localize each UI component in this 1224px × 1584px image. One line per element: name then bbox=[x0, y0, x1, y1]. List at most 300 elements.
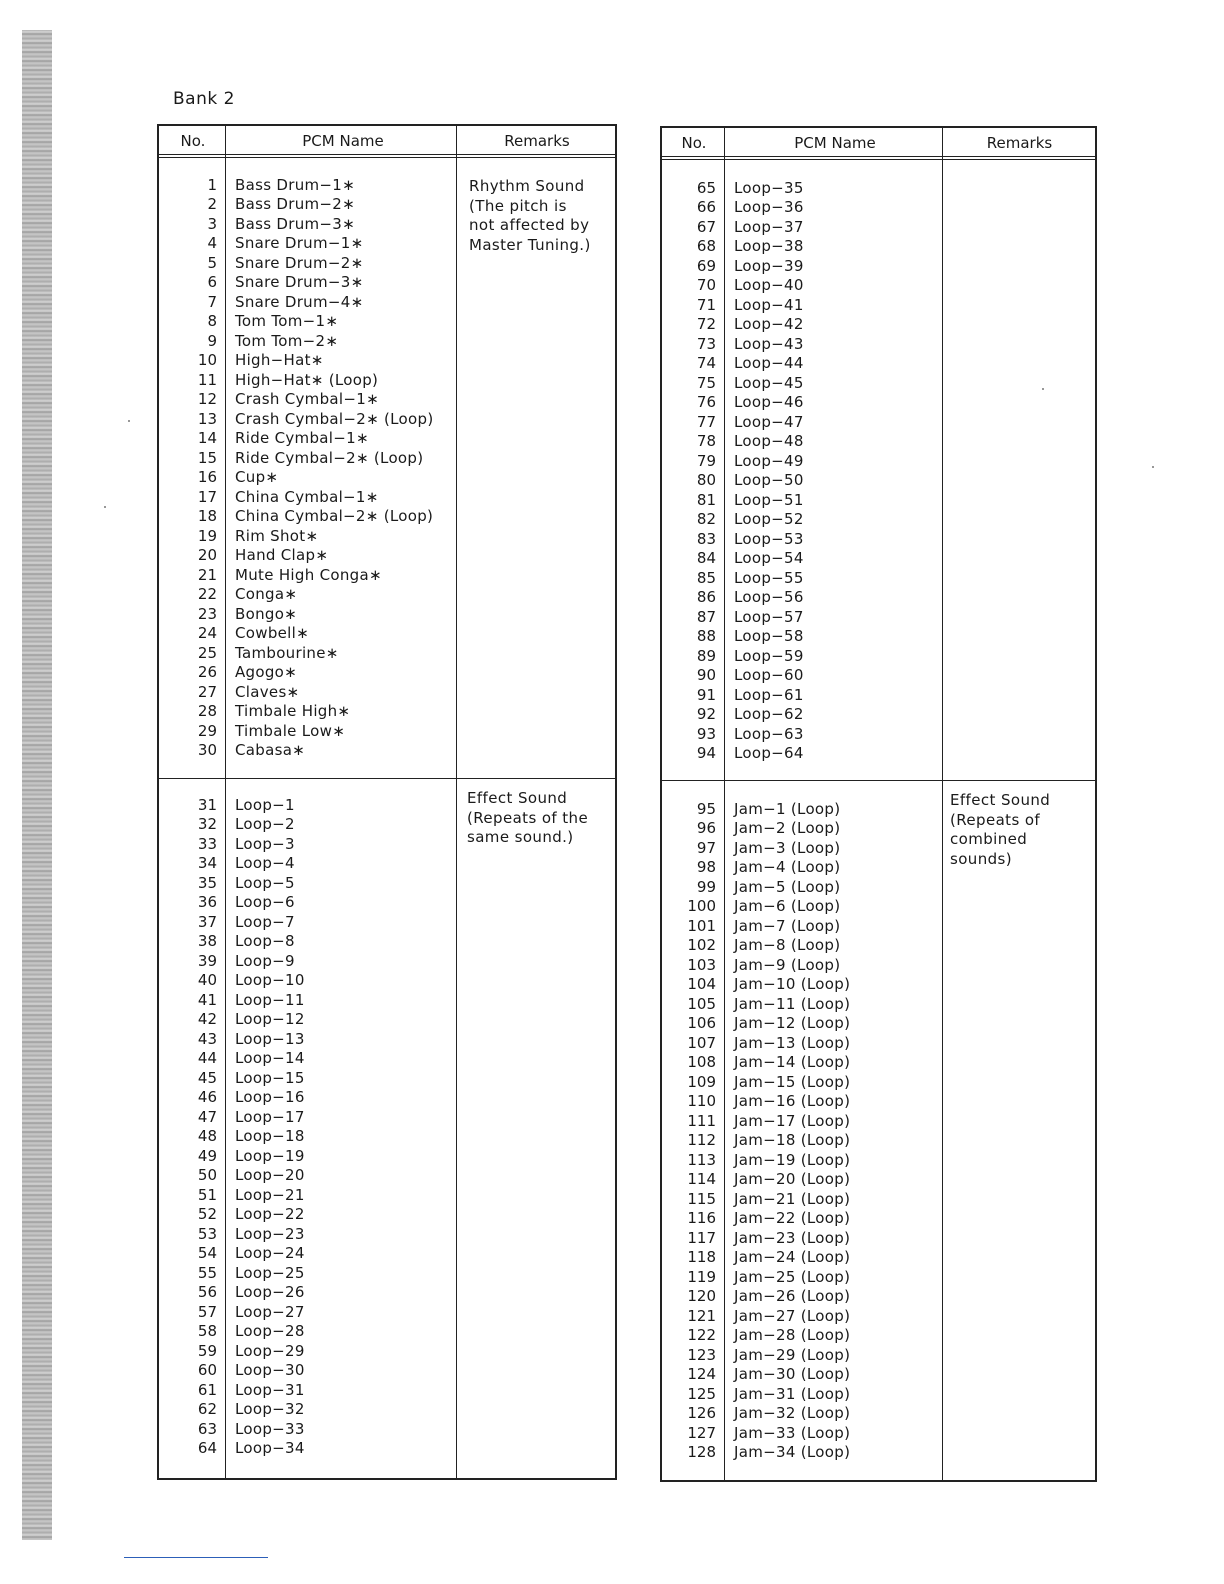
rows-section-1 bbox=[662, 178, 1095, 763]
pcm-name: Loop−1 bbox=[235, 795, 295, 814]
pcm-name: Loop−7 bbox=[235, 912, 295, 931]
rows-section-2 bbox=[662, 799, 1095, 1462]
table-row bbox=[662, 237, 1095, 257]
row-number: 69 bbox=[696, 256, 716, 275]
row-number: 46 bbox=[197, 1088, 217, 1107]
table-row bbox=[662, 607, 1095, 627]
table-row bbox=[662, 1111, 1095, 1131]
row-number: 54 bbox=[197, 1244, 217, 1263]
pcm-name: Jam−31 (Loop) bbox=[734, 1384, 851, 1403]
row-number: 106 bbox=[687, 1014, 716, 1033]
row-number: 4 bbox=[207, 234, 217, 253]
pcm-name: Jam−28 (Loop) bbox=[734, 1326, 851, 1345]
row-number: 100 bbox=[687, 897, 716, 916]
table-row bbox=[662, 705, 1095, 725]
pcm-name: Jam−27 (Loop) bbox=[734, 1306, 851, 1325]
row-number: 2 bbox=[207, 195, 217, 214]
row-number: 74 bbox=[696, 354, 716, 373]
row-number: 80 bbox=[696, 471, 716, 490]
row-number: 119 bbox=[687, 1267, 716, 1286]
table-row bbox=[159, 854, 615, 874]
pcm-name: Loop−60 bbox=[734, 666, 804, 685]
table-row bbox=[662, 1189, 1095, 1209]
pcm-name: Loop−36 bbox=[734, 198, 804, 217]
pcm-name: Jam−23 (Loop) bbox=[734, 1228, 851, 1247]
table-row bbox=[662, 1072, 1095, 1092]
table-row bbox=[159, 1068, 615, 1088]
pcm-name: Jam−26 (Loop) bbox=[734, 1287, 851, 1306]
row-number: 88 bbox=[696, 627, 716, 646]
pcm-name: Loop−50 bbox=[734, 471, 804, 490]
row-number: 30 bbox=[197, 741, 217, 760]
row-number: 64 bbox=[197, 1439, 217, 1458]
pcm-name: Loop−53 bbox=[734, 529, 804, 548]
table-row bbox=[159, 932, 615, 952]
row-number: 76 bbox=[696, 393, 716, 412]
row-number: 85 bbox=[696, 568, 716, 587]
pcm-name: Jam−8 (Loop) bbox=[734, 936, 841, 955]
header-pcm-name: PCM Name bbox=[794, 134, 876, 152]
table-row bbox=[159, 292, 615, 312]
table-row bbox=[159, 331, 615, 351]
row-number: 6 bbox=[207, 273, 217, 292]
row-number: 21 bbox=[197, 565, 217, 584]
speck bbox=[128, 420, 130, 422]
table-row bbox=[159, 643, 615, 663]
pcm-name: Loop−54 bbox=[734, 549, 804, 568]
table-row bbox=[662, 1248, 1095, 1268]
pcm-name: Timbale Low∗ bbox=[235, 721, 346, 740]
row-number: 29 bbox=[197, 721, 217, 740]
pcm-name: Loop−58 bbox=[734, 627, 804, 646]
pcm-name: Jam−29 (Loop) bbox=[734, 1345, 851, 1364]
pcm-table-left bbox=[157, 124, 617, 1480]
table-row bbox=[662, 1306, 1095, 1326]
pcm-name: Loop−24 bbox=[235, 1244, 305, 1263]
table-row bbox=[662, 393, 1095, 413]
pcm-name: Loop−19 bbox=[235, 1146, 305, 1165]
remark-line: (Repeats of bbox=[950, 810, 1041, 829]
row-number: 86 bbox=[696, 588, 716, 607]
row-number: 81 bbox=[696, 490, 716, 509]
table-row bbox=[159, 971, 615, 991]
row-number: 14 bbox=[197, 429, 217, 448]
row-number: 82 bbox=[696, 510, 716, 529]
table-row bbox=[662, 916, 1095, 936]
row-number: 22 bbox=[197, 585, 217, 604]
table-row bbox=[159, 253, 615, 273]
header-no: No. bbox=[681, 134, 707, 152]
table-row bbox=[662, 529, 1095, 549]
table-row bbox=[159, 1244, 615, 1264]
pcm-name: Tom Tom−2∗ bbox=[235, 331, 339, 350]
remarks-section-1 bbox=[469, 177, 591, 255]
row-number: 24 bbox=[197, 624, 217, 643]
table-row bbox=[159, 741, 615, 761]
row-number: 79 bbox=[696, 451, 716, 470]
table-row bbox=[159, 546, 615, 566]
row-number: 43 bbox=[197, 1029, 217, 1048]
table-row bbox=[159, 1419, 615, 1439]
table-row bbox=[159, 1185, 615, 1205]
pcm-name: Tambourine∗ bbox=[235, 643, 339, 662]
pcm-name: Loop−10 bbox=[235, 971, 305, 990]
pcm-name: Loop−9 bbox=[235, 951, 295, 970]
pcm-name: Jam−7 (Loop) bbox=[734, 916, 841, 935]
row-number: 84 bbox=[696, 549, 716, 568]
header-remarks: Remarks bbox=[986, 134, 1053, 152]
table-row bbox=[662, 1365, 1095, 1385]
table-row bbox=[662, 588, 1095, 608]
row-number: 89 bbox=[696, 646, 716, 665]
table-row bbox=[662, 1267, 1095, 1287]
pcm-name: Bass Drum−2∗ bbox=[235, 195, 355, 214]
table-row bbox=[662, 994, 1095, 1014]
table-header bbox=[662, 128, 1095, 160]
row-number: 70 bbox=[696, 276, 716, 295]
scan-edge-artifact bbox=[22, 30, 52, 1540]
remark-line: Rhythm Sound bbox=[469, 177, 585, 195]
row-number: 63 bbox=[197, 1419, 217, 1438]
pcm-name: Agogo∗ bbox=[235, 663, 298, 682]
row-number: 75 bbox=[696, 373, 716, 392]
rows-section-2 bbox=[159, 795, 615, 1458]
row-number: 32 bbox=[197, 815, 217, 834]
pcm-name: Loop−22 bbox=[235, 1205, 305, 1224]
pcm-name: Loop−41 bbox=[734, 295, 804, 314]
row-number: 87 bbox=[696, 607, 716, 626]
table-row bbox=[662, 975, 1095, 995]
pcm-name: Cabasa∗ bbox=[235, 741, 306, 760]
pcm-name: Jam−2 (Loop) bbox=[734, 819, 841, 838]
remark-line: same sound.) bbox=[467, 828, 574, 846]
table-row bbox=[159, 429, 615, 449]
table-row bbox=[662, 198, 1095, 218]
pcm-name: Crash Cymbal−2∗ (Loop) bbox=[235, 409, 434, 428]
table-row bbox=[159, 1302, 615, 1322]
pcm-name: Loop−28 bbox=[235, 1322, 305, 1341]
row-number: 115 bbox=[687, 1189, 716, 1208]
table-row bbox=[159, 273, 615, 293]
table-row bbox=[159, 873, 615, 893]
table-row bbox=[662, 1131, 1095, 1151]
table-row bbox=[159, 1127, 615, 1147]
table-row bbox=[159, 1341, 615, 1361]
row-number: 72 bbox=[696, 315, 716, 334]
table-row bbox=[662, 744, 1095, 764]
pcm-name: Jam−12 (Loop) bbox=[734, 1014, 851, 1033]
table-row bbox=[662, 451, 1095, 471]
row-number: 48 bbox=[197, 1127, 217, 1146]
row-number: 118 bbox=[687, 1248, 716, 1267]
row-number: 9 bbox=[207, 331, 217, 350]
row-number: 68 bbox=[696, 237, 716, 256]
table-row bbox=[159, 1400, 615, 1420]
table-row bbox=[159, 1146, 615, 1166]
pcm-name: Jam−5 (Loop) bbox=[734, 877, 841, 896]
row-number: 53 bbox=[197, 1224, 217, 1243]
remarks-section-2 bbox=[950, 791, 1050, 869]
row-number: 109 bbox=[687, 1072, 716, 1091]
table-row bbox=[662, 568, 1095, 588]
pcm-name: Loop−27 bbox=[235, 1302, 305, 1321]
table-row bbox=[159, 565, 615, 585]
table-row bbox=[662, 471, 1095, 491]
row-number: 15 bbox=[197, 448, 217, 467]
pcm-name: Claves∗ bbox=[235, 682, 300, 701]
row-number: 10 bbox=[197, 351, 217, 370]
pcm-name: Loop−12 bbox=[235, 1010, 305, 1029]
table-row bbox=[159, 702, 615, 722]
pcm-name: Jam−14 (Loop) bbox=[734, 1053, 851, 1072]
row-number: 61 bbox=[197, 1380, 217, 1399]
row-number: 35 bbox=[197, 873, 217, 892]
table-row bbox=[662, 354, 1095, 374]
row-number: 31 bbox=[197, 795, 217, 814]
header-remarks: Remarks bbox=[504, 132, 570, 150]
table-header bbox=[159, 126, 615, 158]
remark-line: sounds) bbox=[950, 849, 1012, 868]
table-row bbox=[662, 1384, 1095, 1404]
row-number: 40 bbox=[197, 971, 217, 990]
pcm-name: Loop−11 bbox=[235, 990, 305, 1009]
pcm-name: Mute High Conga∗ bbox=[235, 565, 382, 584]
row-number: 120 bbox=[687, 1287, 716, 1306]
row-number: 112 bbox=[687, 1131, 716, 1150]
pcm-name: Loop−26 bbox=[235, 1283, 305, 1302]
table-row bbox=[662, 685, 1095, 705]
row-number: 17 bbox=[197, 487, 217, 506]
row-number: 52 bbox=[197, 1205, 217, 1224]
table-row bbox=[159, 585, 615, 605]
row-number: 1 bbox=[207, 175, 217, 194]
pcm-name: Bass Drum−1∗ bbox=[235, 175, 355, 194]
pcm-name: Snare Drum−4∗ bbox=[235, 292, 364, 311]
pcm-name: Loop−20 bbox=[235, 1166, 305, 1185]
remark-line: Effect Sound bbox=[467, 789, 568, 807]
table-row bbox=[159, 1107, 615, 1127]
table-row bbox=[159, 312, 615, 332]
pcm-name: Loop−39 bbox=[734, 256, 804, 275]
pcm-name: Jam−3 (Loop) bbox=[734, 838, 841, 857]
pcm-name: Loop−47 bbox=[734, 412, 804, 431]
row-number: 50 bbox=[197, 1166, 217, 1185]
pcm-name: Loop−64 bbox=[734, 744, 804, 763]
row-number: 33 bbox=[197, 834, 217, 853]
table-row bbox=[662, 936, 1095, 956]
pcm-name: Jam−33 (Loop) bbox=[734, 1423, 851, 1442]
pcm-name: Loop−44 bbox=[734, 354, 804, 373]
pcm-name: Loop−49 bbox=[734, 451, 804, 470]
pcm-name: Loop−29 bbox=[235, 1341, 305, 1360]
row-number: 66 bbox=[696, 198, 716, 217]
pcm-name: Rim Shot∗ bbox=[235, 526, 319, 545]
table-row bbox=[662, 549, 1095, 569]
speck bbox=[104, 506, 106, 508]
pcm-name: Snare Drum−2∗ bbox=[235, 253, 364, 272]
table-row bbox=[159, 912, 615, 932]
row-number: 47 bbox=[197, 1107, 217, 1126]
row-number: 83 bbox=[696, 529, 716, 548]
table-row bbox=[159, 487, 615, 507]
pcm-name: China Cymbal−2∗ (Loop) bbox=[235, 507, 434, 526]
table-row bbox=[159, 663, 615, 683]
table-row bbox=[662, 955, 1095, 975]
pcm-name: Loop−46 bbox=[734, 393, 804, 412]
row-number: 8 bbox=[207, 312, 217, 331]
row-number: 36 bbox=[197, 893, 217, 912]
row-number: 5 bbox=[207, 253, 217, 272]
pcm-name: Jam−34 (Loop) bbox=[734, 1443, 851, 1462]
remarks-section-2 bbox=[467, 789, 588, 848]
table-row bbox=[662, 1326, 1095, 1346]
table-row bbox=[662, 373, 1095, 393]
table-row bbox=[159, 1205, 615, 1225]
pcm-name: Loop−45 bbox=[734, 373, 804, 392]
row-number: 110 bbox=[687, 1092, 716, 1111]
table-row bbox=[159, 1088, 615, 1108]
row-number: 111 bbox=[687, 1111, 716, 1130]
pcm-name: Jam−10 (Loop) bbox=[734, 975, 851, 994]
pcm-name: Timbale High∗ bbox=[235, 702, 351, 721]
pcm-name: Cup∗ bbox=[235, 468, 279, 487]
pcm-name: High−Hat∗ bbox=[235, 351, 324, 370]
row-number: 124 bbox=[687, 1365, 716, 1384]
section-divider bbox=[159, 778, 615, 779]
table-row bbox=[159, 1439, 615, 1459]
table-row bbox=[159, 893, 615, 913]
table-row bbox=[662, 724, 1095, 744]
table-row bbox=[662, 1092, 1095, 1112]
table-row bbox=[159, 1029, 615, 1049]
row-number: 28 bbox=[197, 702, 217, 721]
table-row bbox=[662, 897, 1095, 917]
row-number: 113 bbox=[687, 1150, 716, 1169]
table-row bbox=[159, 1322, 615, 1342]
pcm-name: Jam−21 (Loop) bbox=[734, 1189, 851, 1208]
row-number: 41 bbox=[197, 990, 217, 1009]
pcm-name: Loop−5 bbox=[235, 873, 295, 892]
row-number: 44 bbox=[197, 1049, 217, 1068]
table-row bbox=[662, 178, 1095, 198]
row-number: 3 bbox=[207, 214, 217, 233]
table-row bbox=[662, 432, 1095, 452]
header-pcm-name: PCM Name bbox=[302, 132, 384, 150]
row-number: 99 bbox=[696, 877, 716, 896]
pcm-name: Jam−32 (Loop) bbox=[734, 1404, 851, 1423]
pcm-name: Loop−21 bbox=[235, 1185, 305, 1204]
row-number: 116 bbox=[687, 1209, 716, 1228]
row-number: 42 bbox=[197, 1010, 217, 1029]
table-row bbox=[662, 490, 1095, 510]
speck bbox=[1152, 466, 1154, 468]
pcm-name: Jam−9 (Loop) bbox=[734, 955, 841, 974]
row-number: 13 bbox=[197, 409, 217, 428]
row-number: 104 bbox=[687, 975, 716, 994]
rows-section-1 bbox=[159, 175, 615, 760]
row-number: 105 bbox=[687, 994, 716, 1013]
pcm-name: Snare Drum−1∗ bbox=[235, 234, 364, 253]
pcm-name: Jam−13 (Loop) bbox=[734, 1033, 851, 1052]
row-number: 114 bbox=[687, 1170, 716, 1189]
table-row bbox=[662, 1014, 1095, 1034]
pcm-table-right bbox=[660, 126, 1097, 1482]
table-row bbox=[159, 990, 615, 1010]
pcm-name: Snare Drum−3∗ bbox=[235, 273, 364, 292]
pcm-name: Loop−33 bbox=[235, 1419, 305, 1438]
row-number: 7 bbox=[207, 292, 217, 311]
pcm-name: Loop−30 bbox=[235, 1361, 305, 1380]
row-number: 96 bbox=[696, 819, 716, 838]
table-row bbox=[159, 1283, 615, 1303]
pcm-name: Loop−62 bbox=[734, 705, 804, 724]
pcm-name: Jam−18 (Loop) bbox=[734, 1131, 851, 1150]
table-row bbox=[662, 295, 1095, 315]
table-row bbox=[662, 1209, 1095, 1229]
table-row bbox=[159, 682, 615, 702]
table-row bbox=[662, 334, 1095, 354]
pcm-name: Loop−25 bbox=[235, 1263, 305, 1282]
table-row bbox=[159, 1166, 615, 1186]
pcm-name: Loop−17 bbox=[235, 1107, 305, 1126]
table-row bbox=[662, 1170, 1095, 1190]
pcm-name: Loop−15 bbox=[235, 1068, 305, 1087]
pcm-name: Loop−43 bbox=[734, 334, 804, 353]
table-row bbox=[159, 351, 615, 371]
row-number: 11 bbox=[197, 370, 217, 389]
table-row bbox=[662, 1150, 1095, 1170]
remark-line: Effect Sound bbox=[950, 791, 1051, 809]
table-row bbox=[662, 1404, 1095, 1424]
pcm-name: Jam−25 (Loop) bbox=[734, 1267, 851, 1286]
row-number: 92 bbox=[696, 705, 716, 724]
pcm-name: Jam−22 (Loop) bbox=[734, 1209, 851, 1228]
pcm-name: Loop−6 bbox=[235, 893, 295, 912]
table-row bbox=[159, 951, 615, 971]
pcm-name: Loop−52 bbox=[734, 510, 804, 529]
bank-title: Bank 2 bbox=[173, 89, 235, 109]
row-number: 25 bbox=[197, 643, 217, 662]
table-row bbox=[159, 1263, 615, 1283]
table-row bbox=[662, 666, 1095, 686]
pcm-name: China Cymbal−1∗ bbox=[235, 487, 379, 506]
pcm-name: Loop−13 bbox=[235, 1029, 305, 1048]
pcm-name: Loop−40 bbox=[734, 276, 804, 295]
row-number: 93 bbox=[696, 724, 716, 743]
table-row bbox=[159, 507, 615, 527]
row-number: 65 bbox=[696, 178, 716, 197]
table-row bbox=[662, 1228, 1095, 1248]
row-number: 55 bbox=[197, 1263, 217, 1282]
table-row bbox=[662, 315, 1095, 335]
pcm-name: Jam−24 (Loop) bbox=[734, 1248, 851, 1267]
table-row bbox=[662, 1287, 1095, 1307]
table-row bbox=[662, 627, 1095, 647]
row-number: 26 bbox=[197, 663, 217, 682]
table-row bbox=[662, 877, 1095, 897]
pcm-name: Loop−37 bbox=[734, 217, 804, 236]
row-number: 58 bbox=[197, 1322, 217, 1341]
pcm-name: Loop−42 bbox=[734, 315, 804, 334]
remark-line: (Repeats of the bbox=[467, 808, 589, 827]
row-number: 126 bbox=[687, 1404, 716, 1423]
table-row bbox=[159, 624, 615, 644]
table-row bbox=[159, 1049, 615, 1069]
pcm-name: High−Hat∗ (Loop) bbox=[235, 370, 379, 389]
row-number: 103 bbox=[687, 955, 716, 974]
row-number: 91 bbox=[696, 685, 716, 704]
pcm-name: Jam−6 (Loop) bbox=[734, 897, 841, 916]
